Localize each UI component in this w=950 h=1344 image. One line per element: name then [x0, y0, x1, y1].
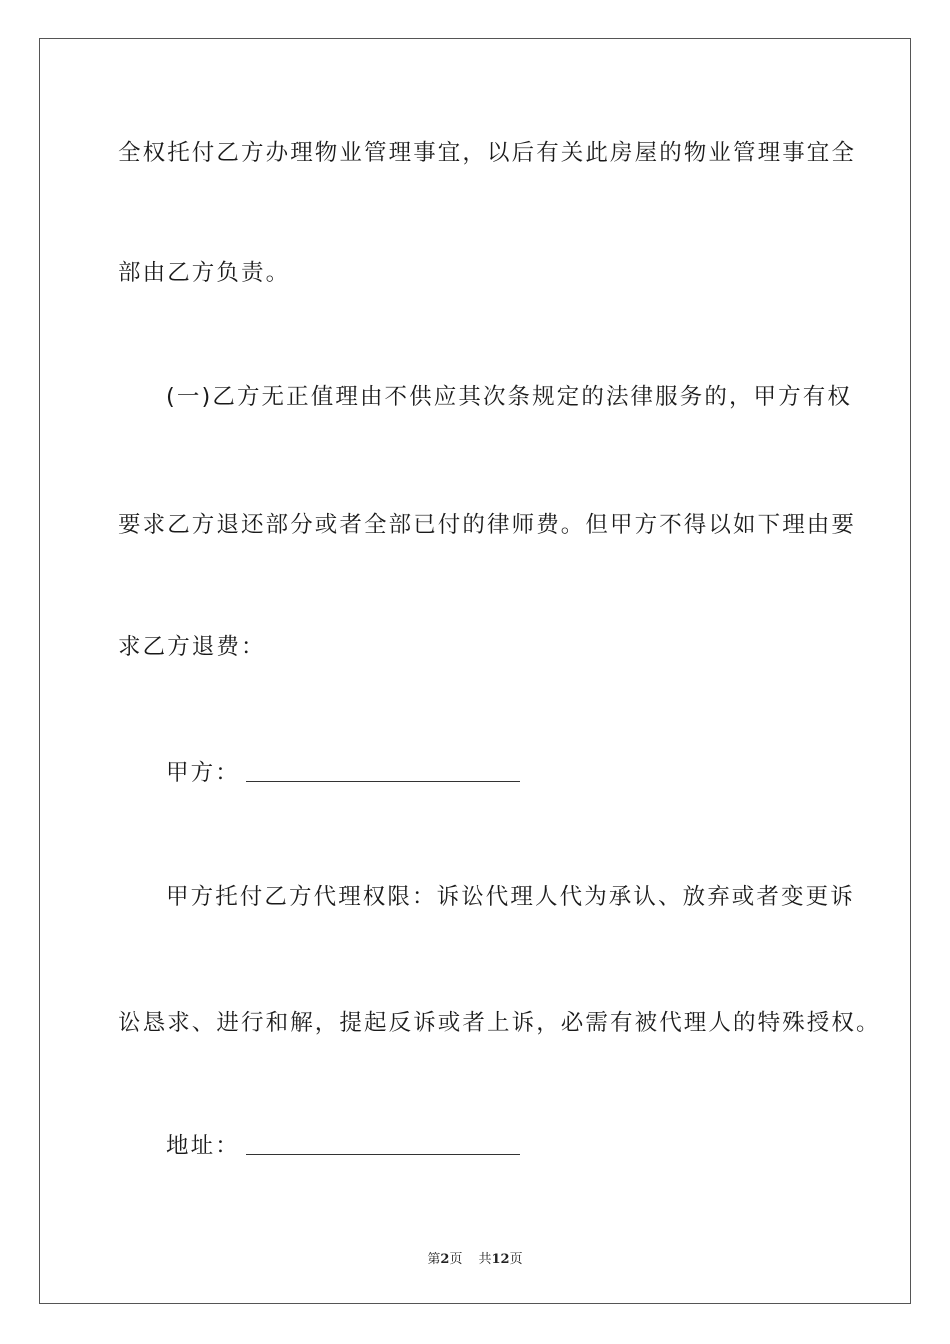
- footer-page-suffix: 页: [449, 1252, 463, 1267]
- footer-page-number: 2: [440, 1252, 450, 1267]
- address-blank-line[interactable]: [246, 1154, 520, 1155]
- page-frame: [39, 38, 911, 1304]
- party-a-label: 甲方：: [166, 760, 240, 786]
- body-line-7: 讼恳求、进行和解，提起反诉或者上诉，必需有被代理人的特殊授权。: [118, 1010, 881, 1036]
- body-line-3: (一)乙方无正值理由不供应其次条规定的法律服务的，甲方有权: [166, 384, 852, 410]
- footer-page-prefix: 第: [427, 1252, 441, 1267]
- party-a-field: [166, 758, 520, 788]
- footer-total-suffix: 页: [509, 1252, 523, 1267]
- footer-total-number: 12: [491, 1252, 510, 1267]
- body-line-5: 求乙方退费：: [118, 634, 266, 660]
- party-a-blank-line[interactable]: [246, 781, 520, 782]
- body-line-6: 甲方托付乙方代理权限：诉讼代理人代为承认、放弃或者变更诉: [166, 884, 855, 910]
- body-line-4: 要求乙方退还部分或者全部已付的律师费。但甲方不得以如下理由要: [118, 512, 857, 538]
- address-field: [166, 1131, 520, 1161]
- page-footer: [0, 1248, 950, 1267]
- body-line-2: 部由乙方负责。: [118, 260, 291, 286]
- footer-total-prefix: 共: [478, 1252, 492, 1267]
- address-label: 地址：: [166, 1133, 240, 1159]
- body-line-1: 全权托付乙方办理物业管理事宜，以后有关此房屋的物业管理事宜全: [118, 140, 857, 166]
